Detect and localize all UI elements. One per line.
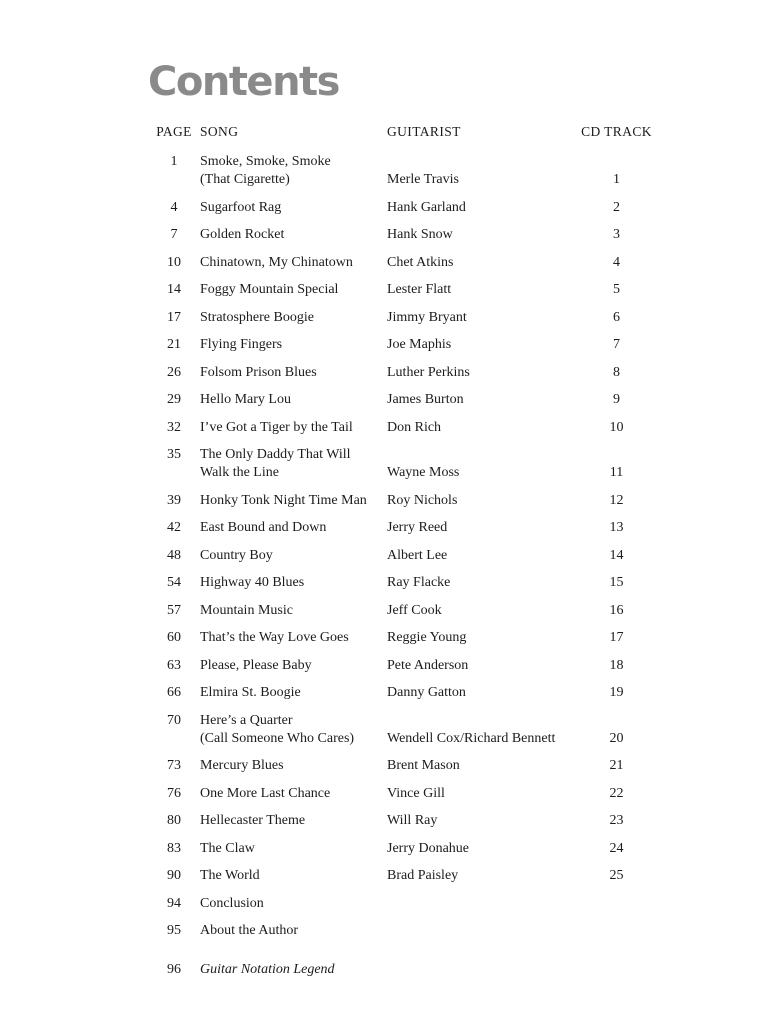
cd-track-cell: 25: [609, 868, 624, 883]
table-row: [148, 519, 662, 537]
song-title-cell: [200, 812, 387, 830]
table-row: [148, 492, 662, 510]
song-title-cell: [200, 712, 387, 748]
table-row: [148, 895, 662, 913]
song-title-line: The Claw: [200, 840, 255, 856]
cd-track-cell: 17: [609, 630, 624, 645]
page-number-cell: 57: [167, 602, 181, 618]
guitarist-cell: Lester Flatt: [387, 282, 452, 297]
song-title-line: Foggy Mountain Special: [200, 282, 339, 297]
song-title-cell: [200, 419, 387, 437]
guitarist-cell: Chet Atkins: [387, 254, 454, 270]
header-cd-track: CD TRACK: [581, 124, 652, 139]
header-page: PAGE: [156, 124, 192, 139]
guitarist-cell: Reggie Young: [387, 630, 467, 645]
song-title-cell: [200, 199, 387, 217]
guitarist-cell: Danny Gatton: [387, 685, 466, 700]
header-song: SONG: [200, 124, 239, 139]
song-title-cell: [200, 153, 387, 189]
page-number-cell: 48: [167, 547, 181, 563]
contents-table: [148, 123, 662, 989]
table-row: [148, 336, 662, 354]
song-title-line: About the Author: [200, 923, 298, 938]
song-title-cell: [200, 574, 387, 592]
guitarist-cell: Joe Maphis: [387, 337, 452, 352]
song-title-line: That’s the Way Love Goes: [200, 630, 349, 645]
cd-track-cell: 10: [609, 419, 624, 435]
table-row: [148, 629, 662, 647]
song-title-cell: [200, 657, 387, 675]
song-title-line: Country Boy: [200, 547, 273, 563]
page-number-cell: 10: [167, 254, 181, 270]
page-number-cell: 26: [167, 364, 181, 380]
cd-track-cell: 1: [613, 172, 620, 187]
song-title-line: Conclusion: [200, 895, 264, 911]
cd-track-cell: 5: [613, 282, 620, 297]
cd-track-cell: 19: [609, 685, 624, 700]
song-title-line: Hellecaster Theme: [200, 813, 306, 828]
cd-track-cell: 13: [609, 520, 624, 535]
guitarist-cell: James Burton: [387, 392, 464, 407]
table-row: [148, 757, 662, 775]
page-number-cell: 63: [167, 657, 181, 673]
song-title-line: Hello Mary Lou: [200, 392, 291, 407]
table-row: [148, 226, 662, 244]
page-number-cell: 96: [167, 962, 181, 977]
song-title-line: Elmira St. Boogie: [200, 685, 301, 700]
song-title-line: (Call Someone Who Cares): [200, 730, 355, 746]
guitarist-cell: Hank Snow: [387, 227, 453, 242]
page-number-cell: 90: [167, 868, 181, 883]
cd-track-cell: 23: [609, 813, 624, 828]
song-title-line: One More Last Chance: [200, 785, 331, 801]
song-title-cell: [200, 519, 387, 537]
song-title-line: Mercury Blues: [200, 758, 284, 773]
song-title-cell: [200, 281, 387, 299]
song-title-line: I’ve Got a Tiger by the Tail: [200, 419, 353, 435]
guitarist-cell: Roy Nichols: [387, 492, 458, 508]
guitarist-cell: Don Rich: [387, 419, 442, 435]
song-title-cell: [200, 840, 387, 858]
table-body: [148, 153, 662, 979]
page-number-cell: 54: [167, 575, 181, 590]
guitarist-cell: Vince Gill: [387, 785, 445, 801]
cd-track-cell: 6: [613, 309, 620, 325]
guitarist-cell: Hank Garland: [387, 199, 466, 215]
guitarist-cell: Wayne Moss: [387, 465, 460, 480]
page-number-cell: 14: [167, 282, 181, 297]
song-title-cell: [200, 226, 387, 244]
song-title-line: Highway 40 Blues: [200, 575, 305, 590]
song-title-line: The Only Daddy That Will: [200, 447, 351, 462]
table-row: [148, 657, 662, 675]
cd-track-cell: 16: [609, 602, 624, 618]
table-row: [148, 684, 662, 702]
header-guitarist: GUITARIST: [387, 124, 461, 139]
song-title-cell: [200, 785, 387, 803]
song-title-line: Walk the Line: [200, 465, 279, 480]
song-title-line: Sugarfoot Rag: [200, 199, 282, 215]
song-title-line: Chinatown, My Chinatown: [200, 254, 353, 270]
cd-track-cell: 11: [609, 465, 624, 480]
page-number-cell: 80: [167, 813, 181, 828]
song-title-line: (That Cigarette): [200, 172, 290, 187]
guitarist-cell: Jerry Donahue: [387, 840, 470, 856]
cd-track-cell: 21: [609, 758, 624, 773]
song-title-cell: [200, 309, 387, 327]
cd-track-cell: 18: [609, 657, 624, 673]
table-row: [148, 547, 662, 565]
page-number-cell: 70: [167, 712, 181, 728]
cd-track-cell: 15: [609, 575, 624, 590]
table-row: [148, 961, 662, 979]
cd-track-cell: 4: [613, 254, 620, 270]
song-title-line: Please, Please Baby: [200, 657, 312, 673]
song-title-cell: [200, 922, 387, 940]
cd-track-cell: 3: [613, 227, 620, 242]
guitarist-cell: Wendell Cox/Richard Bennett: [387, 730, 556, 746]
page-number-cell: 76: [167, 785, 181, 801]
guitarist-cell: Jeff Cook: [387, 602, 442, 618]
cd-track-cell: 22: [609, 785, 624, 801]
cd-track-cell: 8: [613, 364, 620, 380]
song-title-cell: [200, 547, 387, 565]
song-title-cell: [200, 961, 387, 979]
page-number-cell: 7: [170, 227, 178, 242]
page-number-cell: 21: [167, 337, 181, 352]
guitarist-cell: Luther Perkins: [387, 364, 470, 380]
song-title-cell: [200, 254, 387, 272]
page-number-cell: 1: [170, 154, 178, 169]
song-title-cell: [200, 629, 387, 647]
table-row: [148, 812, 662, 830]
song-title-cell: [200, 867, 387, 885]
page-number-cell: 66: [167, 685, 181, 700]
guitarist-cell: Pete Anderson: [387, 657, 469, 673]
cd-track-cell: 12: [609, 492, 624, 508]
song-title-line: Mountain Music: [200, 602, 293, 618]
page-number-cell: 83: [167, 840, 181, 856]
song-title-line: Here’s a Quarter: [200, 712, 293, 728]
cd-track-cell: 14: [609, 547, 624, 563]
table-header-row: [148, 123, 662, 141]
page-number-cell: 95: [167, 923, 181, 938]
page-number-cell: 60: [167, 630, 181, 645]
guitarist-cell: Will Ray: [387, 813, 438, 828]
table-row: [148, 602, 662, 620]
song-title-line: Honky Tonk Night Time Man: [200, 492, 367, 508]
song-title-line: Folsom Prison Blues: [200, 364, 317, 380]
table-row: [148, 712, 662, 748]
guitarist-cell: Merle Travis: [387, 172, 459, 187]
cd-track-cell: 20: [609, 730, 624, 746]
table-row: [148, 153, 662, 189]
page-number-cell: 42: [167, 520, 181, 535]
page-number-cell: 32: [167, 419, 181, 435]
song-title-cell: [200, 602, 387, 620]
song-title-line: East Bound and Down: [200, 520, 327, 535]
table-row: [148, 840, 662, 858]
table-row: [148, 281, 662, 299]
page-number-cell: 94: [167, 895, 181, 911]
table-row: [148, 199, 662, 217]
page-title: Contents: [148, 59, 339, 105]
cd-track-cell: 7: [613, 337, 620, 352]
table-row: [148, 785, 662, 803]
table-row: [148, 309, 662, 327]
table-row: [148, 419, 662, 437]
guitarist-cell: Brent Mason: [387, 758, 460, 773]
page-number-cell: 4: [170, 199, 178, 215]
page-number-cell: 17: [167, 309, 181, 325]
song-title-cell: [200, 446, 387, 482]
cd-track-cell: 24: [609, 840, 624, 856]
song-title-cell: [200, 757, 387, 775]
song-title-cell: [200, 391, 387, 409]
song-title-line: The World: [200, 868, 260, 883]
song-title-line: Golden Rocket: [200, 227, 285, 242]
cd-track-cell: 2: [613, 199, 620, 215]
page-number-cell: 73: [167, 758, 181, 773]
cd-track-cell: 9: [613, 392, 620, 407]
song-title-cell: [200, 364, 387, 382]
table-row: [148, 391, 662, 409]
table-row: [148, 446, 662, 482]
guitarist-cell: Brad Paisley: [387, 868, 459, 883]
song-title-line: Guitar Notation Legend: [200, 962, 335, 977]
table-row: [148, 922, 662, 940]
guitarist-cell: Albert Lee: [387, 547, 448, 563]
song-title-line: Smoke, Smoke, Smoke: [200, 154, 331, 169]
song-title-cell: [200, 684, 387, 702]
guitarist-cell: Jimmy Bryant: [387, 309, 467, 325]
song-title-line: Stratosphere Boogie: [200, 309, 314, 325]
table-row: [148, 867, 662, 885]
song-title-line: Flying Fingers: [200, 337, 283, 352]
page-number-cell: 35: [167, 447, 181, 462]
guitarist-cell: Ray Flacke: [387, 575, 451, 590]
table-row: [148, 574, 662, 592]
table-row: [148, 254, 662, 272]
guitarist-cell: Jerry Reed: [387, 520, 448, 535]
page-number-cell: 39: [167, 492, 181, 508]
song-title-cell: [200, 895, 387, 913]
table-row: [148, 364, 662, 382]
song-title-cell: [200, 492, 387, 510]
song-title-cell: [200, 336, 387, 354]
page-number-cell: 29: [167, 392, 181, 407]
